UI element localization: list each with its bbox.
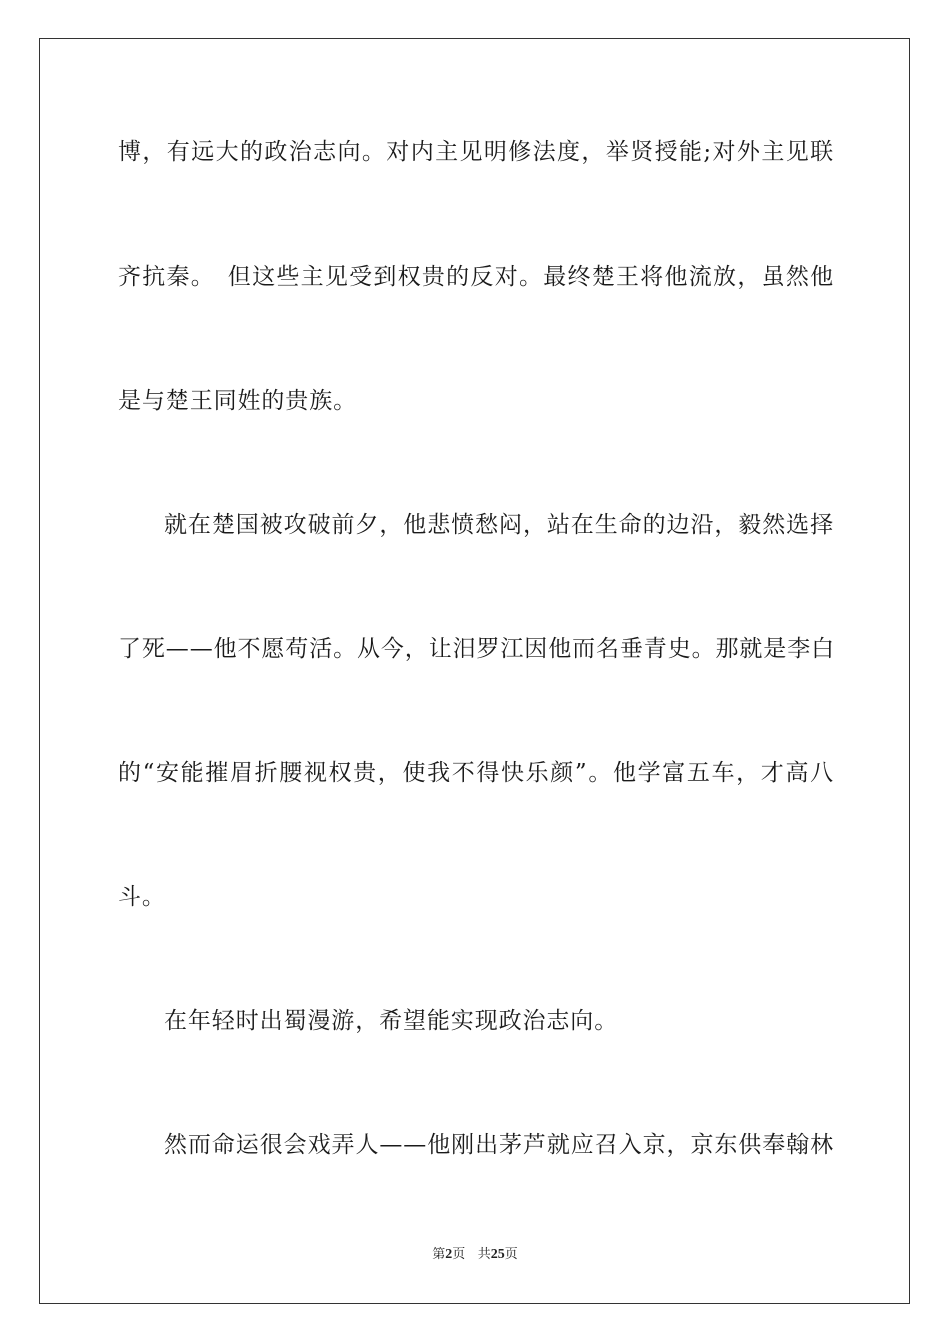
- total-suffix: 页: [504, 1247, 518, 1262]
- page-prefix: 第: [432, 1247, 446, 1262]
- text-line: 斗。: [118, 884, 166, 910]
- page-suffix: 页: [452, 1247, 466, 1262]
- text-line: 是与楚王同姓的贵族。: [118, 388, 357, 414]
- page-border: [39, 38, 910, 1304]
- text-line: 博，有远大的政治志向。对内主见明修法度，举贤授能;对外主见联: [118, 139, 834, 165]
- paragraph-start-line: 就在楚国被攻破前夕，他悲愤愁闷，站在生命的边沿，毅然选择: [164, 512, 834, 538]
- page-footer: [0, 1247, 950, 1263]
- paragraph-start-line: 然而命运很会戏弄人——他刚出茅芦就应召入京，京东供奉翰林: [164, 1132, 834, 1158]
- total-prefix: 共: [477, 1247, 491, 1262]
- text-line: 齐抗秦。 但这些主见受到权贵的反对。最终楚王将他流放，虽然他: [118, 264, 834, 290]
- total-pages: 25: [490, 1247, 505, 1262]
- text-line: 的“安能摧眉折腰视权贵，使我不得快乐颜”。他学富五车，才高八: [118, 760, 834, 786]
- page-number: 2: [445, 1247, 453, 1262]
- paragraph-start-line: 在年轻时出蜀漫游，希望能实现政治志向。: [164, 1008, 619, 1034]
- text-line: 了死——他不愿苟活。从今，让汨罗江因他而名垂青史。那就是李白: [118, 636, 835, 662]
